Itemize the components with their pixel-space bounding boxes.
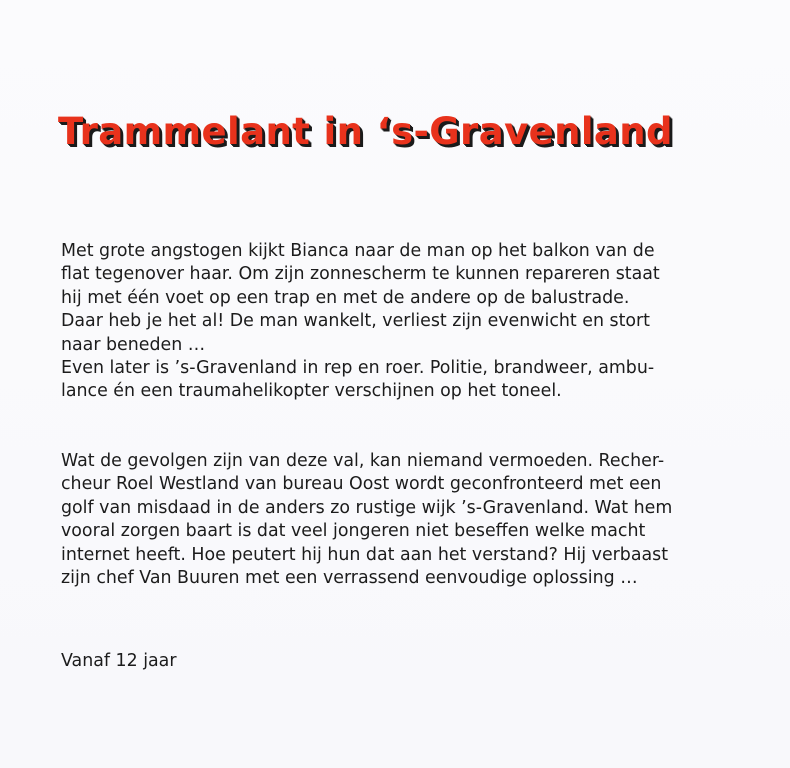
text-line: internet heeft. Hoe peutert hij hun dat aan het verstand? Hij verbaast [61,544,669,565]
text-line: Daar heb je het al! De man wankelt, verliest zijn evenwicht en stort [61,311,650,332]
text-line: zijn chef Van Buuren met een verrassend eenvoudige oplossing … [61,568,638,589]
blurb-paragraph-1 [61,240,741,404]
book-title: Trammelant in ‘s-Gravenland [58,110,673,153]
text-line: hij met één voet op een trap en met de andere op de balustrade. [61,287,630,308]
text-line: Wat de gevolgen zijn van deze val, kan niemand vermoeden. Recher- [61,451,665,471]
text-line: naar beneden … [61,334,206,355]
text-line: cheur Roel Westland van bureau Oost wordt geconfronteerd met een [61,474,662,495]
text-line: Met grote angstogen kijkt Bianca naar de man op het balkon van de [61,241,655,261]
text-line: Even later is ’s-Gravenland in rep en roer. Politie, brandweer, ambu- [61,358,655,379]
text-line: golf van misdaad in de anders zo rustige wijk ’s-Gravenland. Wat hem [61,497,673,518]
text-line: vooral zorgen baart is dat veel jongeren niet beseffen welke macht [61,521,646,542]
blurb-paragraph-2 [61,450,741,590]
age-recommendation: Vanaf 12 jaar [61,651,177,671]
text-line: flat tegenover haar. Om zijn zonnescherm te kunnen repareren staat [61,264,660,285]
text-line: lance én een traumahelikopter verschijnen op het toneel. [61,381,562,402]
